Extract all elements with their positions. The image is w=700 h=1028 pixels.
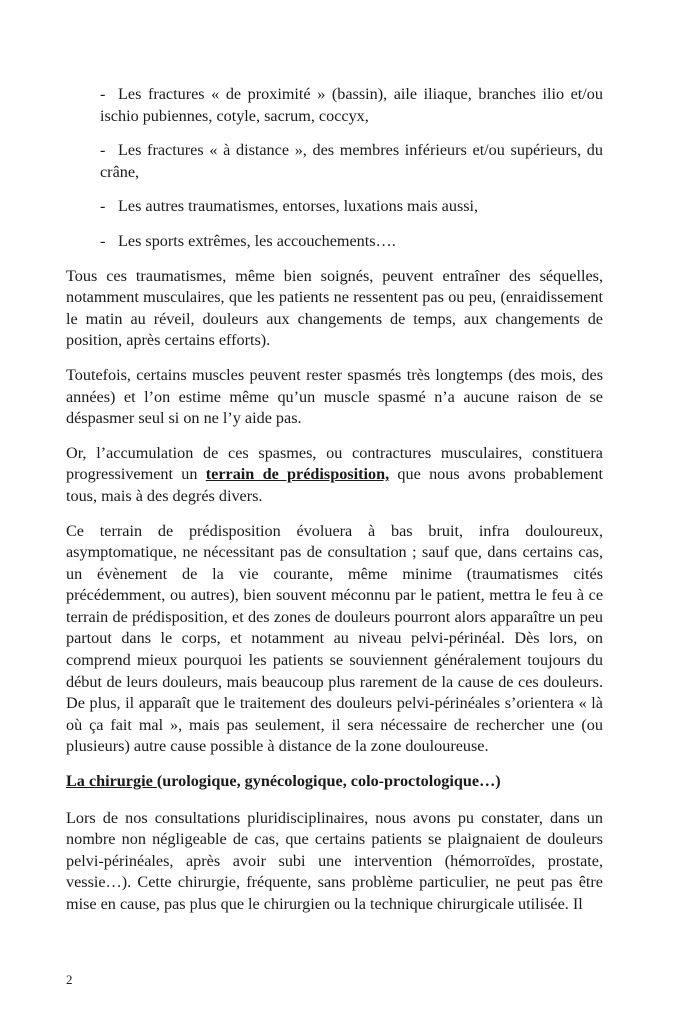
paragraph-spasmes: Toutefois, certains muscles peuvent rester spasmés très longtemps (des mois, des années) et l’on estime même qu’un muscle spasmé n’a aucune raison de se déspasmer seul si on ne l’y aide pas. (66, 365, 603, 428)
list-item: - Les sports extrêmes, les accouchements…. (100, 231, 396, 250)
list-item: - Les fractures « à distance », des membres inférieurs et/ou supérieurs, du crâne, (100, 141, 603, 181)
document-page (66, 84, 603, 929)
paragraph-chirurgie: Lors de nos consultations pluridisciplinaires, nous avons pu constater, dans un nombre non négligeable de cas, que certains patients se plaignaient de douleurs pelvi-périnéales, après avoir subi une intervention (hémorroïdes, prostate, vessie…). Cette chirurgie, fréquente, sans problème particulier, ne peut pas être mise en cause, pas plus que le chirurgien ou la technique chirurgicale utilisée. Il (66, 808, 603, 913)
emphasis-terrain: terrain de prédisposition, (205, 465, 390, 484)
section-heading: La chirurgie (urologique, gynécologique, colo-proctologique…) (66, 772, 501, 791)
paragraph-evolution: Ce terrain de prédisposition évoluera à bas bruit, infra douloureux, asymptomatique, ne nécessitant pas de consultation ; sauf que, dans certains cas, un évènement de la vie courante, même minime (traumatismes cités précédemment, ou autres), bien souvent méconnu par le patient, mettra le feu à ce terrain de prédisposition, et des zones de douleurs pourront alors apparaître un peu partout dans le corps, et notamment au niveau pelvi-périnéal. Dès lors, on comprend mieux pourquoi les patients se souviennent généralement toujours du début de leurs douleurs, mais beaucoup plus rarement de la cause de ces douleurs. De plus, il apparaît que le traitement des douleurs pelvi-périnéales s’orientera « là où ça fait mal », mais pas seulement, il sera nécessaire de rechercher une (ou plusieurs) autre cause possible à distance de la zone douloureuse. (66, 521, 603, 756)
paragraph-sequelles: Tous ces traumatismes, même bien soignés, peuvent entraîner des séquelles, notamment musculaires, que les patients ne ressentent pas ou peu, (enraidissement le matin au réveil, douleurs aux changements de temps, aux changements de position, après certains efforts). (66, 266, 603, 350)
page-number: 2 (66, 972, 73, 987)
list-item: - Les autres traumatismes, entorses, luxations mais aussi, (100, 197, 479, 216)
list-item: - Les fractures « de proximité » (bassin), aile iliaque, branches ilio et/ou ischio pubiennes, cotyle, sacrum, coccyx, (100, 85, 603, 125)
paragraph-terrain: Or, l’accumulation de ces spasmes, ou contractures musculaires, constituera progressivement un terrain de prédisposition, que nous avons probablement tous, mais à des degrés divers. (66, 443, 603, 505)
